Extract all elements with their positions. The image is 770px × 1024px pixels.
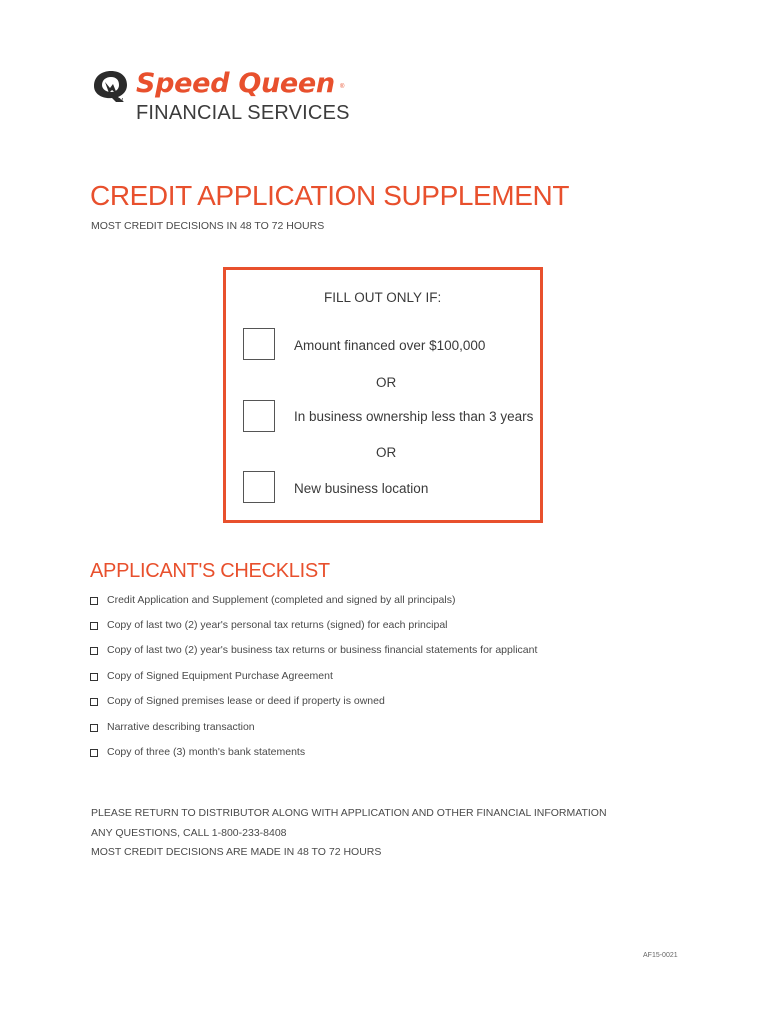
checklist-checkbox[interactable] [90,647,98,655]
option-label-new-location: New business location [294,481,429,496]
checkbox-business-ownership[interactable] [243,400,275,432]
checklist-item-label: Copy of Signed premises lease or deed if property is owned [107,695,385,707]
company-logo [90,68,360,128]
option-label-business-ownership: In business ownership less than 3 years [294,409,534,424]
checklist-title: APPLICANT'S CHECKLIST [90,560,330,582]
checklist-item-label: Copy of last two (2) year's personal tax returns (signed) for each principal [107,619,448,631]
decision-timing: MOST CREDIT DECISIONS ARE MADE IN 48 TO 72 HOURS [91,846,382,858]
checklist-checkbox[interactable] [90,749,98,757]
registered-mark: ® [340,84,345,90]
checklist-item-label: Narrative describing transaction [107,721,255,733]
brand-name: Speed Queen [136,68,335,99]
fill-out-heading: FILL OUT ONLY IF: [324,290,442,305]
division-name: FINANCIAL SERVICES [136,102,350,124]
checklist-checkbox[interactable] [90,724,98,732]
checkbox-new-location[interactable] [243,471,275,503]
checklist-item-label: Credit Application and Supplement (completed and signed by all principals) [107,594,456,606]
option-label-amount-financed: Amount financed over $100,000 [294,338,486,353]
checklist-checkbox[interactable] [90,597,98,605]
checklist-checkbox[interactable] [90,673,98,681]
checklist-item-label: Copy of last two (2) year's business tax returns or business financial statements for applicant [107,644,538,656]
trademark-mark: TM [116,98,124,104]
checklist-item-label: Copy of Signed Equipment Purchase Agreement [107,670,333,682]
or-separator: OR [376,445,397,460]
checklist-checkbox[interactable] [90,622,98,630]
form-code: AF15-0021 [643,952,678,959]
return-instructions: PLEASE RETURN TO DISTRIBUTOR ALONG WITH APPLICATION AND OTHER FINANCIAL INFORMATION [91,807,607,819]
checklist-checkbox[interactable] [90,698,98,706]
checklist-item-label: Copy of three (3) month's bank statements [107,746,306,758]
checkbox-amount-financed[interactable] [243,328,275,360]
speed-queen-q-logo-icon [90,68,132,104]
contact-phone: ANY QUESTIONS, CALL 1-800-233-8408 [91,827,287,839]
document-subtitle: MOST CREDIT DECISIONS IN 48 TO 72 HOURS [91,220,325,232]
document-title: CREDIT APPLICATION SUPPLEMENT [90,180,570,211]
or-separator: OR [376,375,397,390]
